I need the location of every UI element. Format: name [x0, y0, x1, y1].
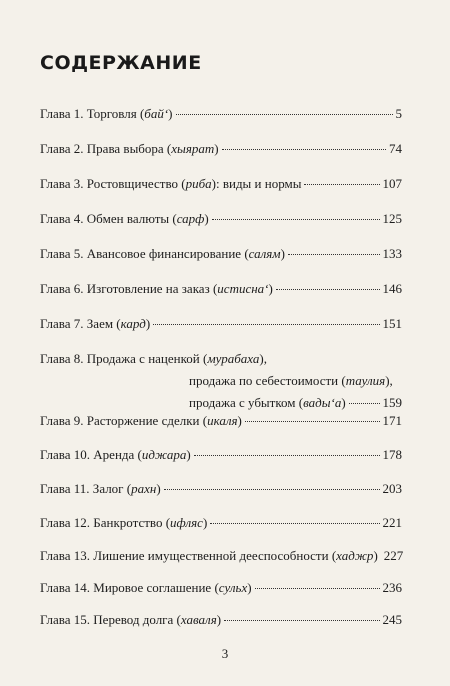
dot-leader — [164, 489, 380, 490]
page-ref: 107 — [382, 176, 402, 191]
contents-heading: СОДЕРЖАНИЕ — [40, 52, 202, 74]
toc-entry: Глава 15. Перевод долга (хаваля) 245 — [40, 612, 402, 627]
page-ref: 159 — [382, 395, 402, 410]
page-ref: 133 — [382, 246, 402, 261]
page-ref: 178 — [382, 447, 402, 462]
toc-entry: Глава 5. Авансовое финансирование (салям) 133 — [40, 246, 402, 261]
page-number: 3 — [221, 646, 229, 661]
dot-leader — [176, 114, 393, 115]
toc-entry: Глава 6. Изготовление на заказ (истисна‘) 146 — [40, 281, 402, 296]
dot-leader — [153, 324, 379, 325]
toc-entry: Глава 4. Обмен валюты (сарф) 125 — [40, 211, 402, 226]
dot-leader — [288, 254, 380, 255]
toc-entry: Глава 7. Заем (кард) 151 — [40, 316, 402, 331]
dot-leader — [276, 289, 380, 290]
page-ref: 171 — [382, 413, 402, 428]
page-ref: 221 — [382, 515, 402, 530]
toc-entry: Глава 1. Торговля (бай‘) 5 — [40, 106, 402, 121]
toc-entry: Глава 11. Залог (рахн) 203 — [40, 481, 402, 496]
toc-entry: Глава 9. Расторжение сделки (икаля) 171 — [40, 413, 402, 428]
page-ref: 245 — [382, 612, 402, 627]
page-ref: 5 — [395, 106, 402, 121]
toc-entry: Глава 13. Лишение имущественной дееспособности (хаджр) 227 — [40, 548, 404, 563]
page-ref: 227 — [383, 548, 404, 563]
dot-leader — [210, 523, 379, 524]
toc-entry: Глава 14. Мировое соглашение (сульх) 236 — [40, 580, 402, 595]
toc-entry: Глава 3. Ростовщичество (риба): виды и нормы 107 — [40, 176, 402, 191]
page-ref: 236 — [382, 580, 402, 595]
page-ref: 125 — [382, 211, 402, 226]
dot-leader — [304, 184, 379, 185]
toc-entry: Глава 10. Аренда (иджара) 178 — [40, 447, 402, 462]
toc-entry: Глава 8. Продажа с наценкой (мурабаха), продажа по себестоимости (таулия), продажа с убытком (вады‘а) 159 — [40, 351, 402, 410]
page-ref: 203 — [382, 481, 402, 496]
dot-leader — [349, 403, 380, 404]
page-ref: 74 — [389, 141, 402, 156]
dot-leader — [194, 455, 380, 456]
dot-leader — [255, 588, 380, 589]
page-ref: 151 — [382, 316, 402, 331]
dot-leader — [222, 149, 386, 150]
dot-leader — [224, 620, 379, 621]
toc-entry: Глава 12. Банкротство (ифляс) 221 — [40, 515, 402, 530]
dot-leader — [245, 421, 380, 422]
dot-leader — [212, 219, 380, 220]
page-ref: 146 — [382, 281, 402, 296]
toc-entry: Глава 2. Права выбора (хыярат) 74 — [40, 141, 402, 156]
